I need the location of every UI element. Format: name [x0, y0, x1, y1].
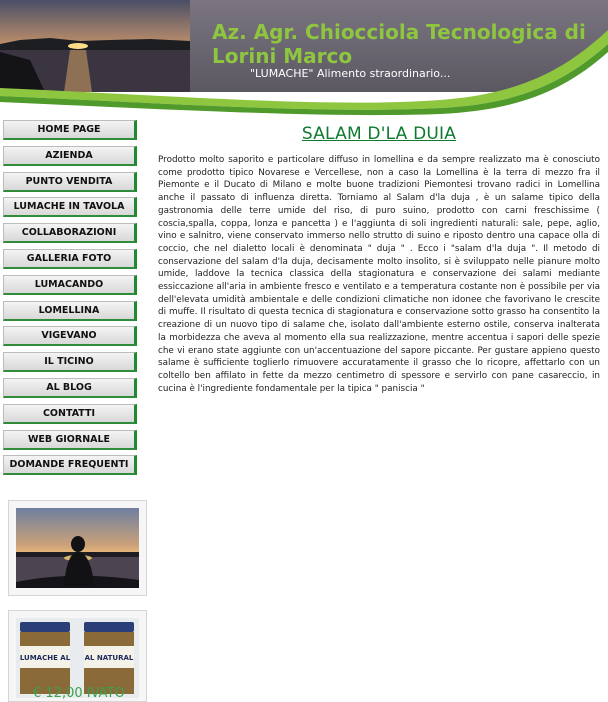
product-box[interactable]	[8, 610, 147, 702]
jar-label-2: AL NATURAL	[84, 654, 134, 662]
product-price: € 12,00 IVATO	[33, 686, 125, 701]
nav-collaborazioni[interactable]: COLLABORAZIONI	[3, 223, 137, 243]
boat-sunset-photo	[16, 508, 139, 588]
nav-galleria-foto[interactable]: GALLERIA FOTO	[3, 249, 137, 269]
nav-lomellina[interactable]: LOMELLINA	[3, 301, 137, 321]
sidebar-nav	[3, 120, 137, 481]
nav-punto-vendita[interactable]: PUNTO VENDITA	[3, 172, 137, 192]
nav-web-giornale[interactable]: WEB GIORNALE	[3, 430, 137, 450]
sidebar-photo-box[interactable]	[8, 500, 147, 596]
nav-lumache-in-tavola[interactable]: LUMACHE IN TAVOLA	[3, 197, 137, 217]
nav-azienda[interactable]: AZIENDA	[3, 146, 137, 166]
site-subtitle: "LUMACHE" Alimento straordinario...	[250, 67, 451, 80]
nav-domande-frequenti[interactable]: DOMANDE FREQUENTI	[3, 455, 137, 475]
article-body: Prodotto molto saporito e particolare diffuso in lomellina e da sempre realizzato ma è conosciuto come prodotto tipico Novarese e Vercellese, non a caso la Lomellina è la terra di mezzo fra il Piemonte e il Ducato di Milano e molte buone tradizioni Piemontesi trovano radici in Lomellina anche il passato di influenza diretta. Torniamo al Salam d'la duja , è un salame tipico della gastronomia delle terre umide del riso, di puro suino, prodotto con carni freschissime ( coscia,spalla, coppa, lonza e pancetta ) e l'aggiunta di soli ingredienti naturali: sale, pepe, aglio, vino e salnitro, viene conservato immerso nello strutto di suino e riposto dentro una capace olla di coccio, che nel dialetto locali è denominata " duja " . Ecco i "salam d'la duja ". Il metodo di conservazione del salam d'la duja, decisamente molto insolito, si è sviluppato nelle pianure molto umide, laddove la tecnica classica della stagionatura e conservazione dei salami mediante essiccazione all'aria in ambiente fresco e ventilato e a temperatura costante non è possibile per via dell'elevata umidità ambientale e delle condizioni climatiche non idonee che favorivano le crescite di muffe. Il risultato di questa tecnica di stagionatura e conservazione sotto grasso ha consentito la creazione di un nuovo tipo di salame che, isolato dall'ambiente esterno ostile, conserva inalterata la morbidezza che aveva al momento ella sua realizzazione, mentre accentua i sapori delle spezie che vi erano state aggiunte con un'accentuazione del sapore piccante. Per gustare appieno questo salame è sufficiente toglierlo rimuovere accuratamente il grasso che lo ricopre, affettarlo con un coltello ben affilato in fette da mezzo centimetro di spessore e servirlo con pane casareccio, in cucina è l'ingrediente fondamentale per la tipica " paniscia "	[158, 155, 600, 394]
nav-lumacando[interactable]: LUMACANDO	[3, 275, 137, 295]
nav-il-ticino[interactable]: IL TICINO	[3, 352, 137, 372]
nav-contatti[interactable]: CONTATTI	[3, 404, 137, 424]
site-title: Az. Agr. Chiocciola Tecnologica di Lorini Marco	[212, 20, 586, 68]
main-content	[158, 120, 600, 395]
nav-vigevano[interactable]: VIGEVANO	[3, 326, 137, 346]
site-header	[0, 0, 608, 118]
nav-al-blog[interactable]: AL BLOG	[3, 378, 137, 398]
jar-label-1: LUMACHE AL	[19, 654, 71, 662]
nav-home-page[interactable]: HOME PAGE	[3, 120, 137, 140]
page-title: SALAM D'LA DUIA	[301, 124, 457, 144]
